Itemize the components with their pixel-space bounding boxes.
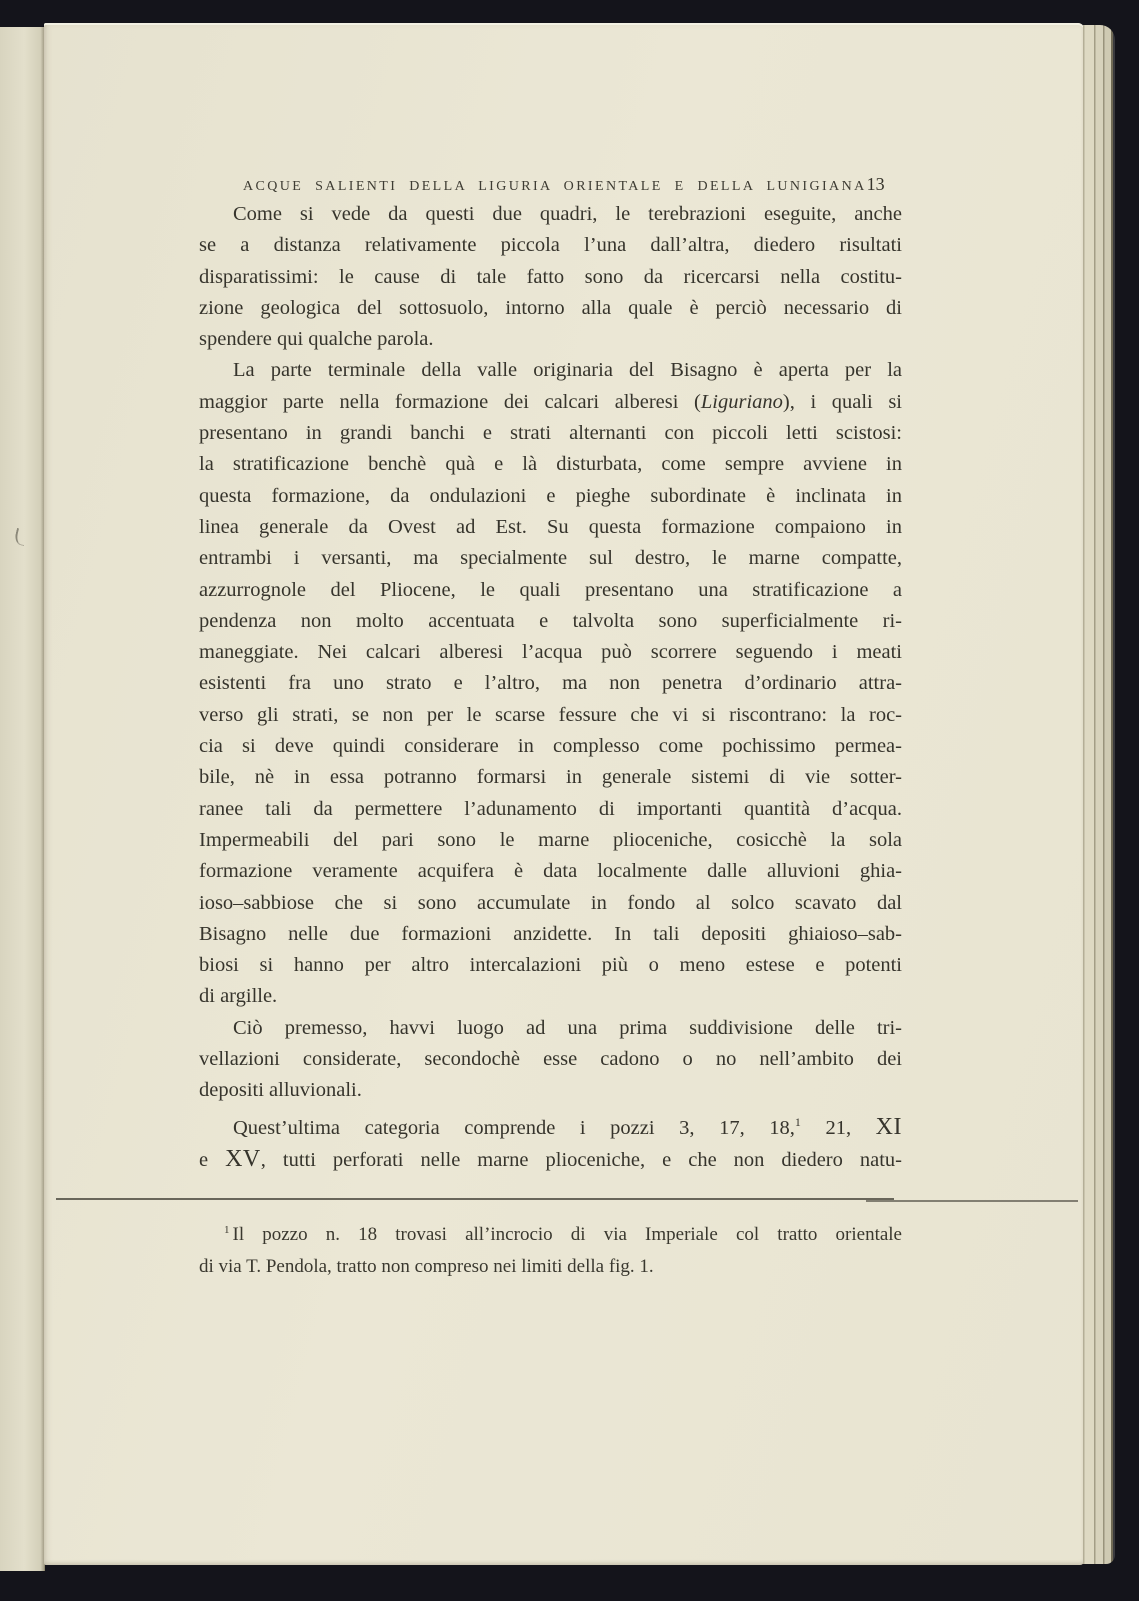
running-title: ACQUE SALIENTI DELLA LIGURIA ORIENTALE E DELLA LUNIGIANA xyxy=(243,179,867,194)
text-line: bile, nè in essa potranno formarsi in generale sistemi di vie sotter- xyxy=(199,766,902,789)
text-line: esistenti fra uno strato e l’altro, ma non penetra d’ordinario attra- xyxy=(199,672,902,695)
running-head xyxy=(199,174,902,195)
text-line: se a distanza relativamente piccola l’una dall’altra, diedero risultati xyxy=(199,234,902,257)
text-line: disparatissimi: le cause di tale fatto sono da ricercarsi nella costitu- xyxy=(199,265,902,288)
paragraph xyxy=(199,1107,902,1177)
text-line: la stratificazione benchè quà e là disturbata, come sempre avviene in xyxy=(199,453,902,476)
text-line: di argille. xyxy=(199,985,278,1008)
line-segment: Il pozzo n. 18 trovasi all’incrocio di via Imperiale col tratto orientale xyxy=(232,1224,902,1245)
text-line: azzurrognole del Pliocene, le quali presentano una stratificazione a xyxy=(199,578,902,601)
text-line: verso gli strati, se non per le scarse fessure che vi si riscontrano: la roc- xyxy=(199,703,902,726)
footnote xyxy=(199,1214,902,1283)
text-line: Impermeabili del pari sono le marne plioceniche, cosicchè la sola xyxy=(199,828,902,851)
footnote-line xyxy=(199,1214,902,1251)
text-line: presentano in grandi banchi e strati alternanti con piccoli letti scistosi: xyxy=(199,422,902,445)
footnote-rule xyxy=(56,1198,894,1200)
text-line: cia si deve quindi considerare in complesso come pochissimo permea- xyxy=(199,735,902,758)
well-roman-numeral: XV xyxy=(225,1145,261,1172)
text-line: linea generale da Ovest ad Est. Su questa formazione compaiono in xyxy=(199,515,902,538)
page-fore-edge-stack xyxy=(1083,25,1115,1564)
footnote-rule xyxy=(866,1200,1078,1202)
text-line: questa formazione, da ondulazioni e pieghe subordinate è inclinata in xyxy=(199,484,902,507)
text-line: maneggiate. Nei calcari alberesi l’acqua può scorrere seguendo i meati xyxy=(199,641,902,664)
text-line: Ciò premesso, havvi luogo ad una prima suddivisione delle tri- xyxy=(233,1016,902,1039)
line-segment: maggior parte nella formazione dei calcari alberesi ( xyxy=(199,390,701,413)
text-line: La parte terminale della valle originaria del Bisagno è aperta per la xyxy=(233,359,902,382)
text-line: ranee tali da permettere l’adunamento di importanti quantità d’acqua. xyxy=(199,797,902,820)
text-line: Bisagno nelle due formazioni anzidette. In tali depositi ghiaioso–sab- xyxy=(199,922,902,945)
line-segment: ), i quali si xyxy=(782,390,903,413)
paragraph xyxy=(199,355,902,1012)
well-roman-numeral: XI xyxy=(875,1113,902,1140)
line-segment: Quest’ultima categoria comprende i pozzi 3, 17, 18, xyxy=(233,1116,795,1139)
body-text xyxy=(199,199,902,1176)
text-line: spendere qui qualche parola. xyxy=(199,328,434,351)
text-line: vellazioni considerate, secondochè esse cadono o no nell’ambito dei xyxy=(199,1048,902,1071)
text-line xyxy=(199,387,902,418)
page-number: 13 xyxy=(866,174,885,194)
footnote-marker: 1 xyxy=(224,1224,230,1236)
line-segment: , tutti perforati nelle marne plioceniche, e che non diedero natu- xyxy=(260,1148,902,1171)
line-segment: 21, xyxy=(800,1116,876,1139)
text-line: pendenza non molto accentuata e talvolta sono superficialmente ri- xyxy=(199,609,902,632)
previous-page-edge xyxy=(0,27,45,1571)
footnote-line: di via T. Pendola, tratto non compreso nei limiti della fig. 1. xyxy=(199,1256,654,1277)
text-line: biosi si hanno per altro intercalazioni più o meno estese e potenti xyxy=(199,954,902,977)
text-line: zione geologica del sottosuolo, intorno alla quale è perciò necessario di xyxy=(199,296,902,319)
footnote-reference: 1 xyxy=(794,1114,801,1129)
text-line: formazione veramente acquifera è data localmente dalle alluvioni ghia- xyxy=(199,860,902,883)
text-line: depositi alluvionali. xyxy=(199,1079,362,1102)
line-segment: e xyxy=(199,1148,226,1171)
paragraph xyxy=(199,1013,902,1107)
book-page xyxy=(44,23,1084,1565)
paragraph xyxy=(199,199,902,355)
text-line: Come si vede da questi due quadri, le terebrazioni eseguite, anche xyxy=(233,203,902,225)
text-line xyxy=(199,1144,902,1176)
text-line xyxy=(199,1107,902,1144)
italic-term: Liguriano xyxy=(700,390,783,413)
text-line: entrambi i versanti, ma specialmente sul destro, le marne compatte, xyxy=(199,547,902,570)
text-line: ioso–sabbiose che si sono accumulate in fondo al solco scavato dal xyxy=(199,891,902,914)
